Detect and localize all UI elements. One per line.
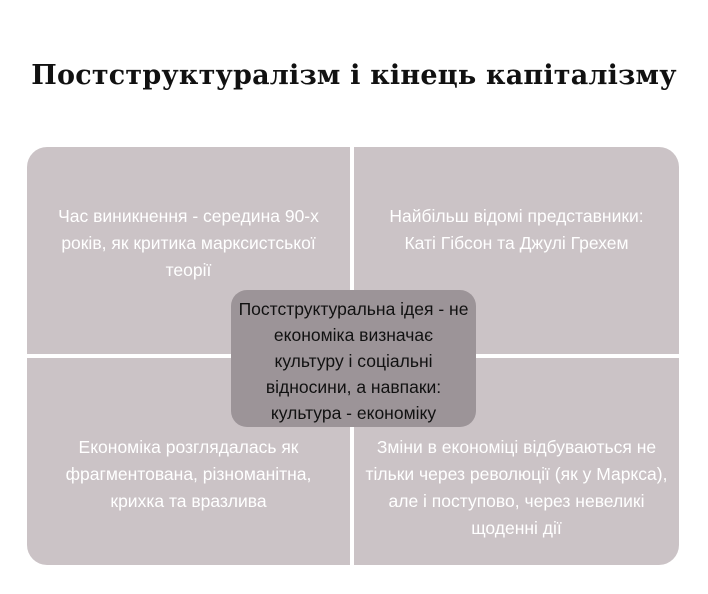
quadrant-bottom-right-text: Зміни в економіці відбуваються не тільки через революції (як у Маркса), але і поступово, через невеликі щоденні дії bbox=[365, 437, 668, 538]
quadrant-top-left-text: Час виникнення - середина 90-х років, як критика марксистської теорії bbox=[58, 206, 319, 280]
center-box-text: Постструктуральна ідея - не економіка визначає культуру і соціальні відносини, а навпаки: культура - економіку bbox=[238, 299, 469, 423]
quadrant-top-right-text: Найбільш відомі представники: Каті Гібсон та Джулі Грехем bbox=[389, 206, 644, 253]
quadrant-bottom-left-text: Економіка розглядалась як фрагментована, різноманітна, крихка та вразлива bbox=[65, 437, 312, 511]
page-title: Постструктуралізм і кінець капіталізму bbox=[31, 60, 677, 91]
center-box bbox=[231, 290, 476, 427]
